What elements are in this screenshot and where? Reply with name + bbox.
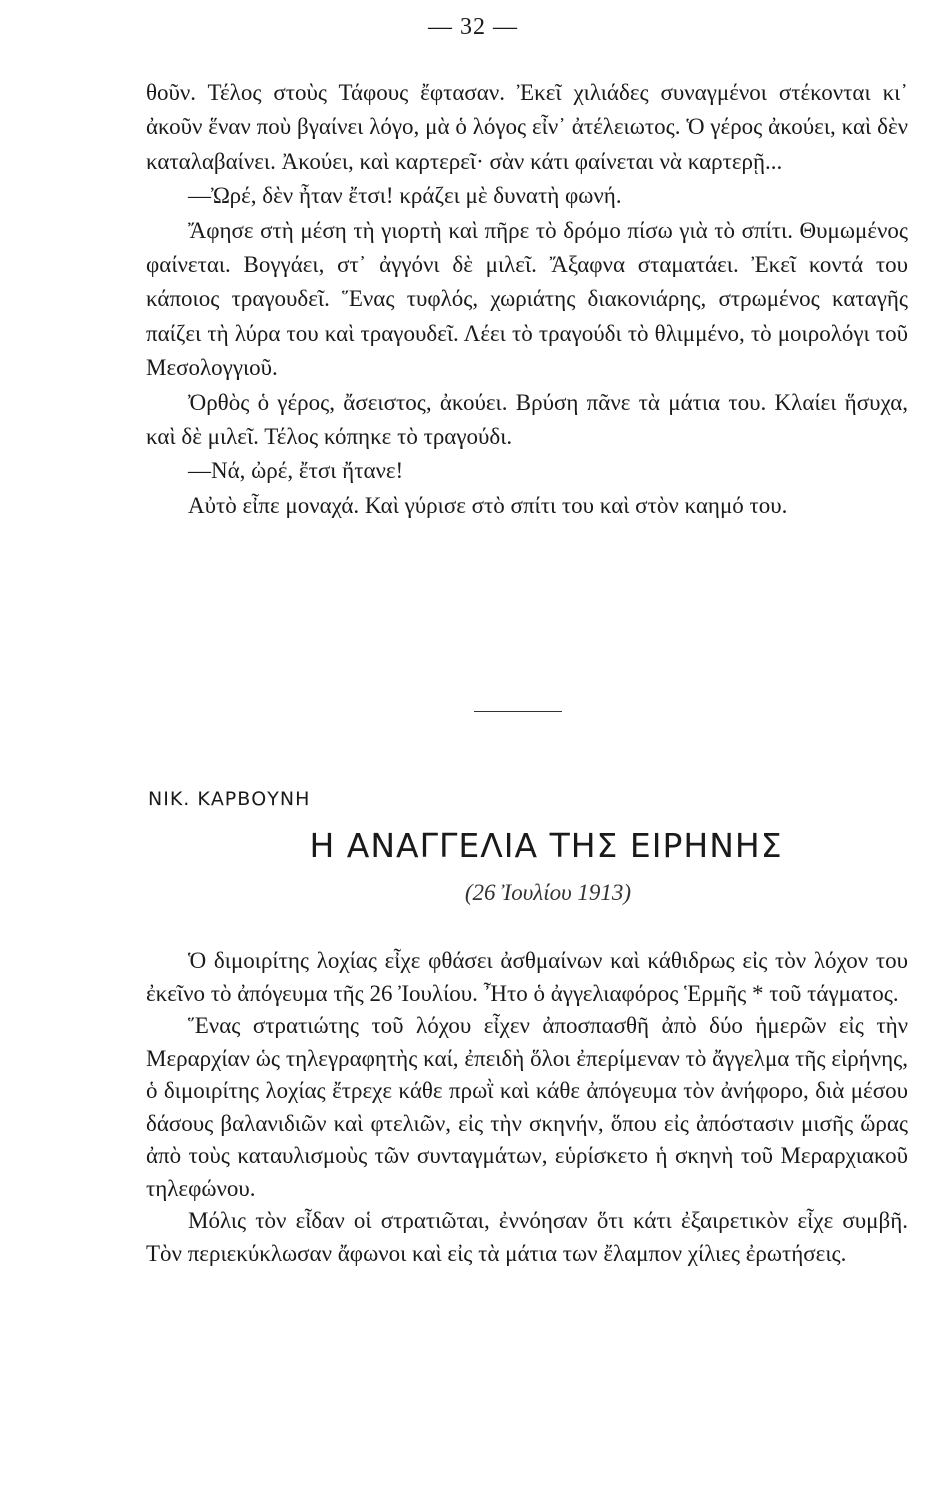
story-paragraph: Ὀρθὸς ὁ γέρος, ἄσειστος, ἀκούει. Βρύση πᾶνε τὰ μάτια του. Κλαίει ἥσυχα, καὶ δὲ μιλεῖ. Τέλος κόπηκε τὸ τραγούδι. (146, 389, 908, 450)
author-name: ΝΙΚ. ΚΑΡΒΟΥΝΗ (148, 788, 311, 810)
article-title: Η ΑΝΑΓΓΕΛΙΑ ΤΗΣ ΕΙΡΗΝΗΣ (309, 826, 783, 865)
story-paragraph: —Ὠρέ, δὲν ἦταν ἔτσι! κράζει μὲ δυνατὴ φωνή. (188, 183, 622, 209)
article-paragraph: Ὁ διμοιρίτης λοχίας εἶχε φθάσει ἀσθμαίνων καὶ κάθιδρως εἰς τὸν λόχον του ἐκεῖνο τὸ ἀπόγευμα τῆς 26 Ἰουλίου. Ἦτο ὁ ἀγγελιαφόρος Ἑρμῆς * τοῦ τάγματος. (146, 948, 908, 1006)
story-paragraph: θοῦν. Τέλος στοὺς Τάφους ἔφτασαν. Ἐκεῖ χιλιάδες συναγμένοι στέκονται κι᾽ ἀκοῦν ἕναν ποὺ βγαίνει λόγο, μὰ ὁ λόγος εἶν᾽ ἀτέλειωτος. Ὁ γέρος ἀκούει, καὶ δὲν καταλαβαίνει. Ἀκούει, καὶ καρτερεῖ· σὰν κάτι φαίνεται νὰ καρτερῇ... (146, 80, 908, 174)
story-paragraph: Ἄφησε στὴ μέση τὴ γιορτὴ καὶ πῆρε τὸ δρόμο πίσω γιὰ τὸ σπίτι. Θυμωμένος φαίνεται. Βογγάει, στ᾽ ἀγγόνι δὲ μιλεῖ. Ἄξαφνα σταματάει. Ἐκεῖ κοντά του κάποιος τραγουδεῖ. Ἕνας τυφλός, χωριάτης διακονιάρης, στρωμένος καταγῆς παίζει τὴ λύρα του καὶ τραγουδεῖ. Λέει τὸ τραγούδι τὸ θλιμμένο, τὸ μοιρολόγι τοῦ Μεσολογγιοῦ. (146, 217, 908, 381)
story-paragraph: Αὐτὸ εἶπε μοναχά. Καὶ γύρισε στὸ σπίτι του καὶ στὸν καημό του. (188, 492, 788, 518)
article-text (146, 945, 908, 1270)
page-number: — 32 — (428, 14, 518, 40)
section-divider (474, 711, 562, 712)
article-date: (26 Ἰουλίου 1913) (464, 880, 632, 905)
article-paragraph: Μόλις τὸν εἶδαν οἱ στρατιῶται, ἐννόησαν ὅτι κάτι ἐξαιρετικὸν εἶχε συμβῆ. Τὸν περιεκύκλωσαν ἄφωνοι καὶ εἰς τὰ μάτια των ἔλαμπον χίλιες ἐρωτήσεις. (146, 1208, 908, 1266)
article-paragraph: Ἕνας στρατιώτης τοῦ λόχου εἶχεν ἀποσπασθῆ ἀπὸ δύο ἡμερῶν εἰς τὴν Μεραρχίαν ὡς τηλεγραφητὴς καί, ἐπειδὴ ὅλοι ἐπερίμεναν τὸ ἄγγελμα τῆς εἰρήνης, ὁ διμοιρίτης λοχίας ἔτρεχε κάθε πρωῒ καὶ κάθε ἀπόγευμα τὸν ἀνήφορο, διὰ μέσου δάσους βαλανιδιῶν καὶ φτελιῶν, εἰς τὴν σκηνήν, ὅπου εἰς ἀπόστασιν μισῆς ὥρας ἀπὸ τοὺς καταυλισμοὺς τῶν συνταγμάτων, εὑρίσκετο ἡ σκηνὴ τοῦ Μεραρχιακοῦ τηλεφώνου. (146, 1013, 908, 1201)
story-text (146, 76, 908, 523)
story-paragraph: —Νά, ὠρέ, ἔτσι ἤτανε! (188, 458, 404, 484)
